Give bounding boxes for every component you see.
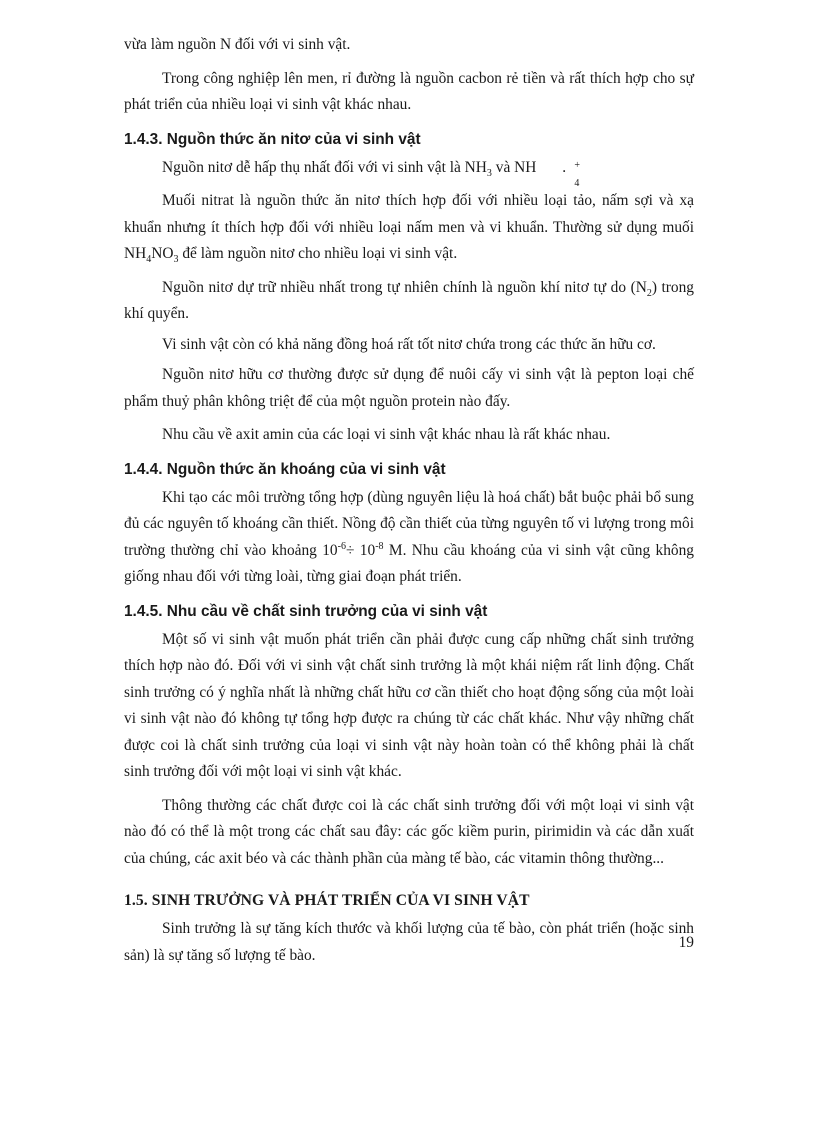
page-number: 19: [678, 934, 694, 951]
paragraph: Muối nitrat là nguồn thức ăn nitơ thích hợp đối với nhiều loại tảo, nấm sợi và xạ khuẩn nhưng ít thích hợp đối với nhiều loại nấm men và vi khuẩn. Thường sử dụng muối $NH_4NO_3$ để làm nguồn nitơ cho nhiều loại vi sinh vật.: [124, 192, 694, 266]
section-heading-1-4-5: 1.4.5. Nhu cầu về chất sinh trưởng của vi sinh vật: [124, 602, 488, 620]
paragraph: Sinh trưởng là sự tăng kích thước và khối lượng của tế bào, còn phát triển (hoặc sinh sản) là sự tăng số lượng tế bào.: [124, 920, 694, 964]
paragraph: Khi tạo các môi trường tổng hợp (dùng nguyên liệu là hoá chất) bắt buộc phải bổ sung đủ các nguyên tố khoáng cần thiết. Nồng độ cần thiết của từng nguyên tố vi lượng trong môi trường thường chỉ vào khoảng $10^{-6}\div 10^{-8}$ M. Nhu cầu khoáng của vi sinh vật cũng không giống nhau đối với từng loài, từng giai đoạn phát triển.: [124, 488, 694, 585]
paragraph: Nhu cầu về axit amin của các loại vi sinh vật khác nhau là rất khác nhau.: [162, 426, 611, 443]
paragraph: Trong công nghiệp lên men, rỉ đường là nguồn cacbon rẻ tiền và rất thích hợp cho sự phát triển của nhiều loại vi sinh vật khác nhau.: [124, 69, 694, 113]
section-heading-1-5: 1.5. SINH TRƯỞNG VÀ PHÁT TRIỂN CỦA VI SINH VẬT: [124, 892, 530, 909]
page-content: [124, 32, 694, 969]
paragraph: Nguồn nitơ hữu cơ thường được sử dụng để nuôi cấy vi sinh vật là pepton loại chế phẩm thuỷ phân không triệt để của một nguồn protein nào đấy.: [124, 366, 694, 410]
section-heading-1-4-4: 1.4.4. Nguồn thức ăn khoáng của vi sinh vật: [124, 460, 446, 478]
paragraph: Nguồn nitơ dễ hấp thụ nhất đối với vi sinh vật là $NH_3$ và NH + 4 .: [162, 158, 581, 189]
paragraph: vừa làm nguồn N đối với vi sinh vật.: [124, 36, 351, 53]
paragraph: Nguồn nitơ dự trữ nhiều nhất trong tự nhiên chính là nguồn khí nitơ tự do $(N_2)$ trong khí quyển.: [124, 278, 694, 322]
paragraph: Một số vi sinh vật muốn phát triển cần phải được cung cấp những chất sinh trưởng thích hợp nào đó. Đối với vi sinh vật chất sinh trưởng là một khái niệm rất linh động. Chất sinh trưởng có ý nghĩa nhất là những chất hữu cơ cần thiết cho hoạt động sống của một loài vi sinh vật nào đó không tự tổng hợp được ra chúng từ các chất khác. Như vậy những chất được coi là chất sinh trưởng của loại vi sinh vật này hoàn toàn có thể không phải là chất sinh trưởng đối với một loại vi sinh vật khác.: [124, 630, 694, 780]
section-heading-1-4-3: 1.4.3. Nguồn thức ăn nitơ của vi sinh vật: [124, 130, 421, 148]
paragraph: Thông thường các chất được coi là các chất sinh trưởng đối với một loại vi sinh vật nào đó có thể là một trong các chất sau đây: các gốc kiềm purin, pirimidin và các dẫn xuất của chúng, các axit béo và các thành phần của màng tế bào, các vitamin thông thường...: [124, 796, 694, 867]
paragraph: Vi sinh vật còn có khả năng đồng hoá rất tốt nitơ chứa trong các thức ăn hữu cơ.: [162, 335, 656, 353]
